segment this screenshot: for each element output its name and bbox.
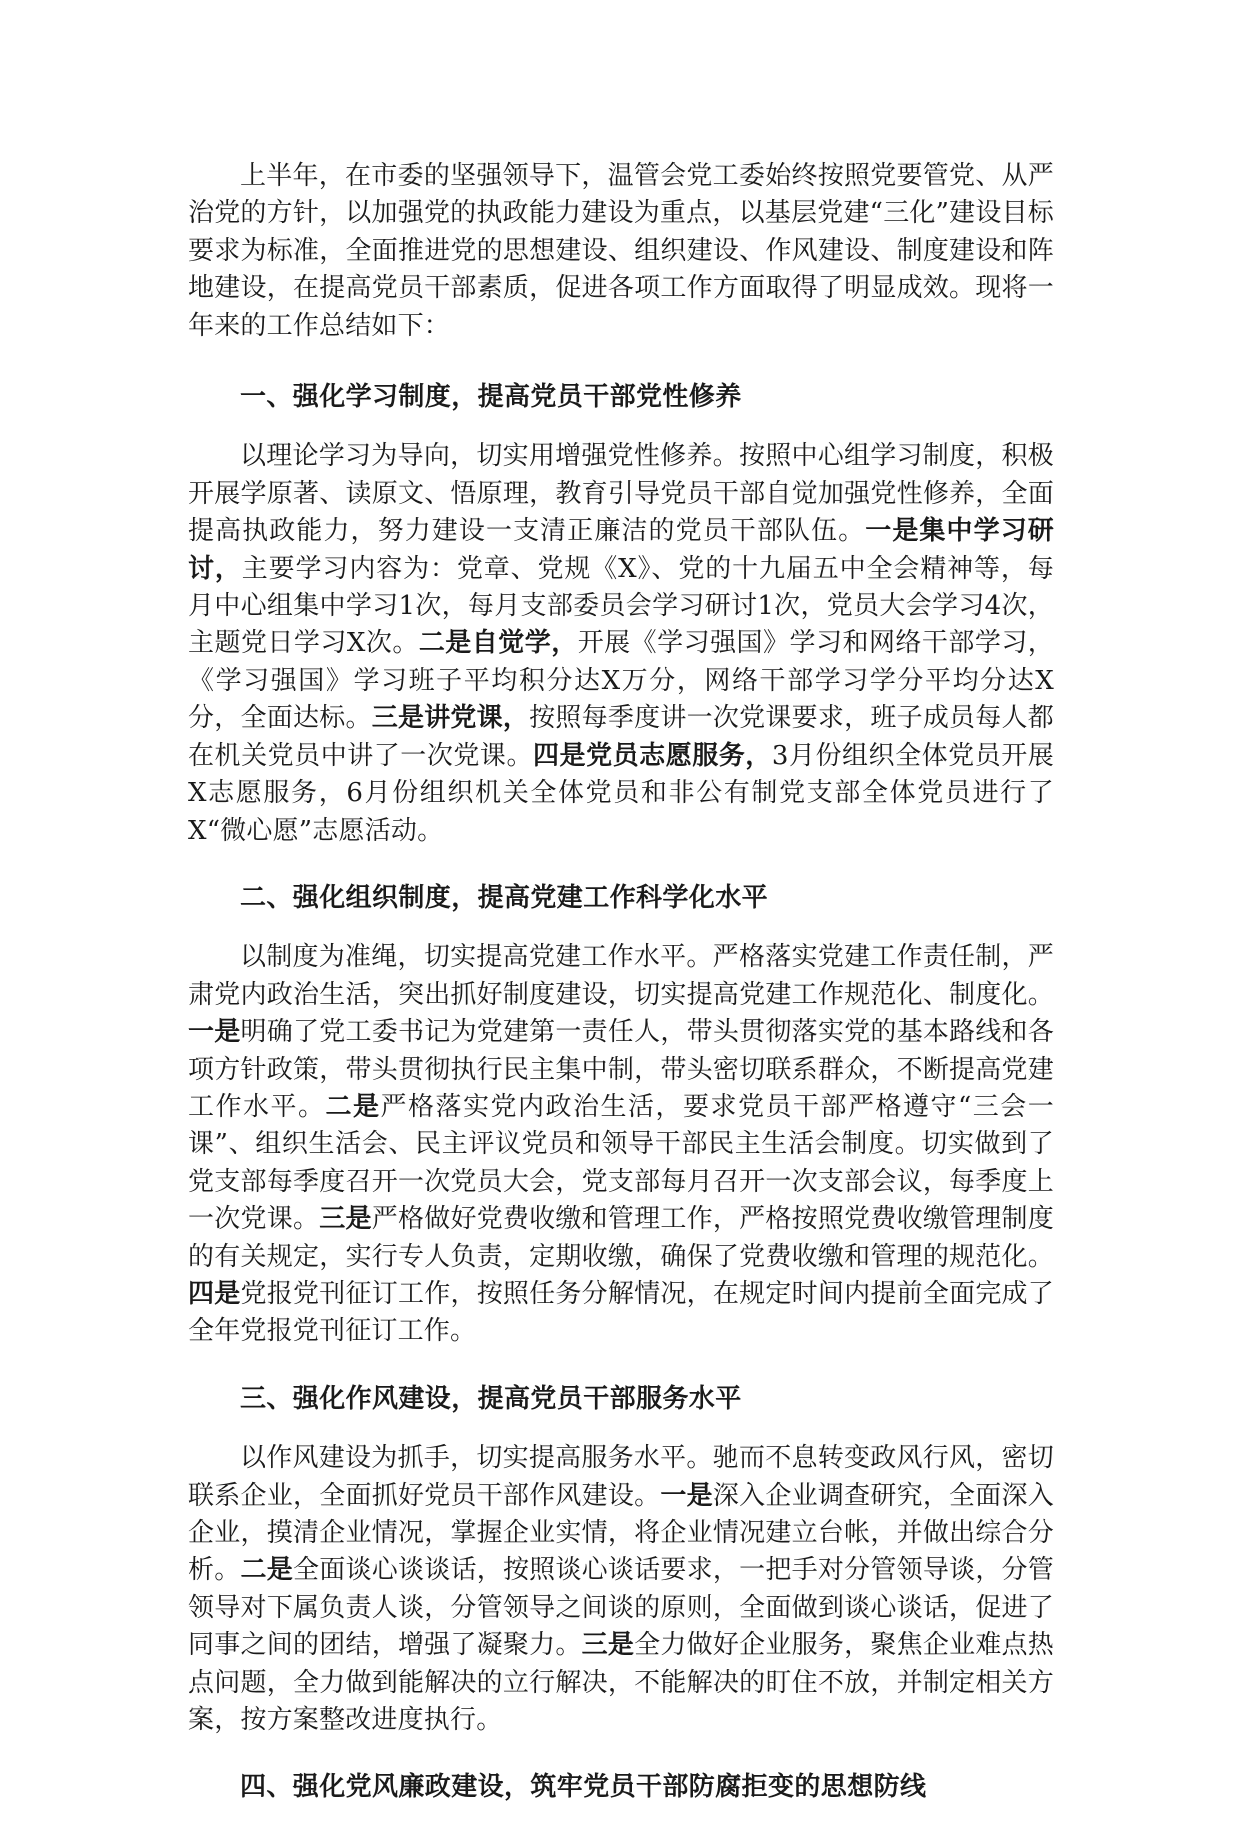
section-2-lead: 以制度为准绳，切实提高党建工作水平。严格落实党建工作责任制，严肃党内政治生活，突出抓好制度建设，切实提高党建工作规范化、制度化。 bbox=[188, 942, 1054, 1010]
section-2-heading: 二、强化组织制度，提高党建工作科学化水平 bbox=[240, 882, 769, 913]
section-3-heading: 三、强化作风建设，提高党员干部服务水平 bbox=[240, 1383, 742, 1414]
intro-paragraph: 上半年，在市委的坚强领导下，温管会党工委始终按照党要管党、从严治党的方针，以加强党的执政能力建设为重点，以基层党建“三化”建设目标要求为标准，全面推进党的思想建设、组织建设、作风建设、制度建设和阵地建设，在提高党员干部素质，促进各项工作方面取得了明显成效。现将一年来的工作总结如下： bbox=[188, 161, 1054, 341]
section-2-point-2-text: 严格落实党内政治生活，要求党员干部严格遵守“三会一课”、组织生活会、民主评议党员和领导干部民主生活会制度。切实做到了党支部每季度召开一次党员大会，党支部每月召开一次支部会议，每季度上一次党课。 bbox=[188, 1091, 1054, 1235]
section-1-body bbox=[188, 438, 1054, 849]
section-1-point-3-text: 按照每季度讲一次党课要求，班子成员每人都在机关党员中讲了一次党课。 bbox=[188, 703, 1054, 771]
section-1-lead: 以理论学习为导向，切实用增强党性修养。按照中心组学习制度，积极开展学原著、读原文、悟原理，教育引导党员干部自觉加强党性修养，全面提高执政能力，努力建设一支清正廉洁的党员干部队伍。 bbox=[188, 441, 1054, 547]
section-3-point-1-label: 一是 bbox=[660, 1480, 713, 1511]
section-1-point-4-text: 3月份组织全体党员开展X志愿服务，6月份组织机关全体党员和非公有制党支部全体党员进行了X“微心愿”志愿活动。 bbox=[188, 740, 1054, 846]
section-3-body bbox=[188, 1440, 1054, 1739]
section-2-point-3-label: 三是 bbox=[319, 1204, 372, 1235]
section-1-point-1-text: 主要学习内容为：党章、党规《X》、党的十九届五中全会精神等，每月中心组集中学习1次，每月支部委员会学习研讨1次，党员大会学习4次，主题党日学习X次。 bbox=[188, 553, 1054, 659]
section-2-point-4-label: 四是 bbox=[188, 1278, 241, 1309]
section-2-point-4-text: 党报党刊征订工作，按照任务分解情况，在规定时间内提前全面完成了全年党报党刊征订工作。 bbox=[188, 1278, 1055, 1347]
section-2-point-1-text: 明确了党工委书记为党建第一责任人，带头贯彻落实党的基本路线和各项方针政策，带头贯彻执行民主集中制，带头密切联系群众，不断提高党建工作水平。 bbox=[188, 1017, 1055, 1122]
section-2-point-1-label: 一是 bbox=[188, 1017, 241, 1048]
section-3-point-1-text: 深入企业调查研究，全面深入企业，摸清企业情况，掌握企业实情，将企业情况建立台帐，并做出综合分析。 bbox=[188, 1480, 1054, 1586]
section-1-point-2-label: 二是自觉学， bbox=[418, 628, 578, 659]
section-1-heading: 一、强化学习制度，提高党员干部党性修养 bbox=[240, 382, 742, 413]
section-3-point-3-label: 三是 bbox=[581, 1630, 635, 1661]
section-3-lead: 以作风建设为抓手，切实提高服务水平。驰而不息转变政风行风，密切联系企业，全面抓好党员干部作风建设。 bbox=[188, 1443, 1054, 1511]
section-4-heading: 四、强化党风廉政建设，筑牢党员干部防腐拒变的思想防线 bbox=[240, 1772, 927, 1803]
section-3-point-3-text: 全力做好企业服务，聚焦企业难点热点问题，全力做到能解决的立行解决，不能解决的盯住不放，并制定相关方案，按方案整改进度执行。 bbox=[188, 1630, 1055, 1736]
document-page bbox=[188, 158, 1054, 1829]
section-2-point-3-text: 严格做好党费收缴和管理工作，严格按照党费收缴管理制度的有关规定，实行专人负责，定期收缴，确保了党费收缴和管理的规范化。 bbox=[188, 1204, 1054, 1272]
section-1-point-2-text: 开展《学习强国》学习和网络干部学习，《学习强国》学习班子平均积分达X万分，网络干部学习学分平均分达X分，全面达标。 bbox=[188, 628, 1055, 734]
section-3-point-2-label: 二是 bbox=[240, 1555, 293, 1586]
section-2-point-2-label: 二是 bbox=[325, 1091, 381, 1122]
section-1-point-4-label: 四是党员志愿服务， bbox=[533, 740, 772, 771]
section-2-body bbox=[188, 939, 1054, 1350]
section-1-point-3-label: 三是讲党课， bbox=[371, 703, 530, 734]
section-1-point-1-label: 一是集中学习研讨， bbox=[188, 516, 1054, 584]
section-3-point-2-text: 全面谈心谈谈话，按照谈心谈话要求，一把手对分管领导谈，分管领导对下属负责人谈，分管领导之间谈的原则，全面做到谈心谈话，促进了同事之间的团结，增强了凝聚力。 bbox=[188, 1555, 1055, 1661]
